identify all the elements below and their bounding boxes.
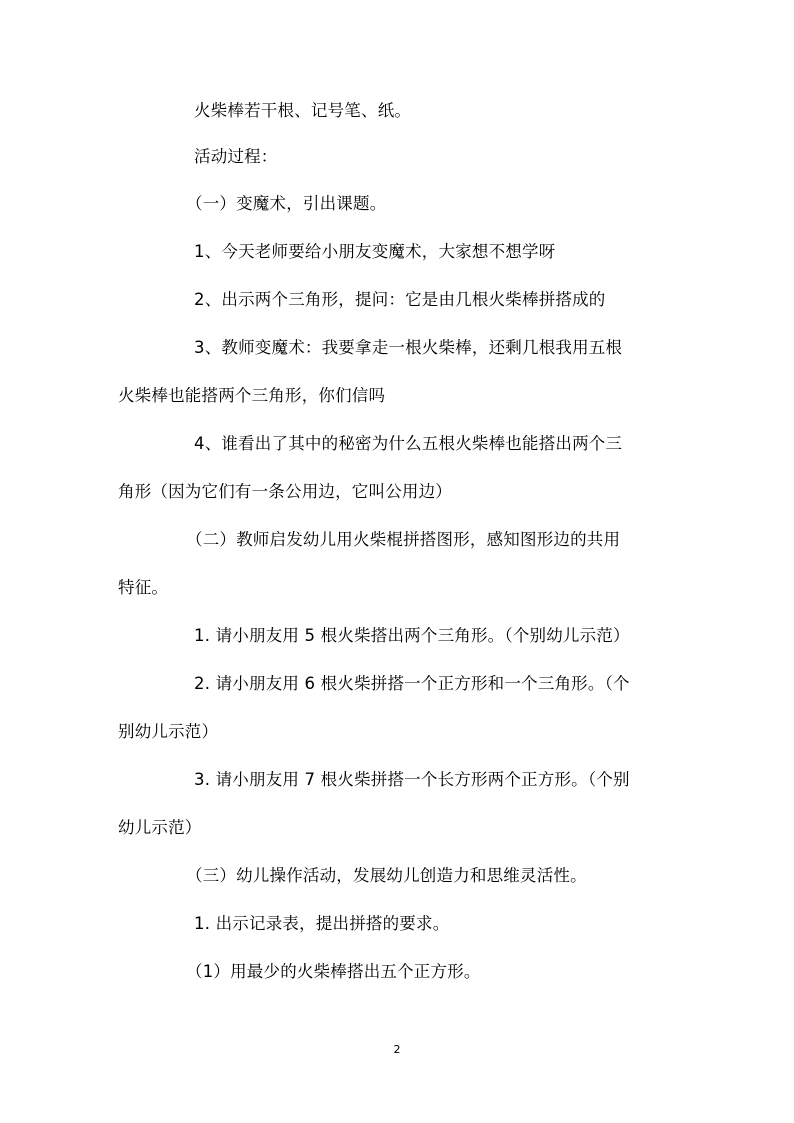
section-heading-3: （三）幼儿操作活动，发展幼儿创造力和思维灵活性。 — [186, 866, 587, 885]
text-line-task-3: 3. 请小朋友用 7 根火柴拼搭一个长方形两个正方形。（个别 — [194, 770, 630, 789]
text-line-materials: 火柴棒若干根、记号笔、纸。 — [194, 101, 412, 120]
text-line-task-3-cont: 幼儿示范） — [118, 818, 202, 837]
page-number: 2 — [393, 1043, 401, 1056]
section-heading-2: （二）教师启发幼儿用火柴棍拼搭图形，感知图形边的共用 — [186, 530, 621, 549]
text-line-process-heading: 活动过程： — [194, 147, 278, 166]
text-line-step-4: 4、谁看出了其中的秘密为什么五根火柴棒也能搭出两个三 — [194, 434, 623, 453]
text-line-step-4-cont: 角形（因为它们有一条公用边，它叫公用边） — [118, 482, 452, 501]
text-line-step-3: 3、教师变魔术：我要拿走一根火柴棒，还剩几根我用五根 — [194, 338, 623, 357]
text-line-step-1: 1、今天老师要给小朋友变魔术，大家想不想学呀 — [194, 242, 556, 261]
text-line-task-2: 2. 请小朋友用 6 根火柴拼搭一个正方形和一个三角形。（个 — [194, 674, 630, 693]
text-line-record-1-1: （1）用最少的火柴棒搭出五个正方形。 — [186, 962, 481, 981]
section-heading-1: （一）变魔术，引出课题。 — [186, 194, 387, 213]
text-line-step-2: 2、出示两个三角形，提问：它是由几根火柴棒拼搭成的 — [194, 290, 606, 309]
text-line-step-3-cont: 火柴棒也能搭两个三角形，你们信吗 — [118, 386, 386, 405]
text-line-task-2-cont: 别幼儿示范） — [118, 722, 219, 741]
text-line-task-1: 1. 请小朋友用 5 根火柴搭出两个三角形。（个别幼儿示范） — [194, 626, 630, 645]
section-heading-2-cont: 特征。 — [118, 578, 169, 597]
text-line-record-1: 1. 出示记录表，提出拼搭的要求。 — [194, 914, 450, 933]
